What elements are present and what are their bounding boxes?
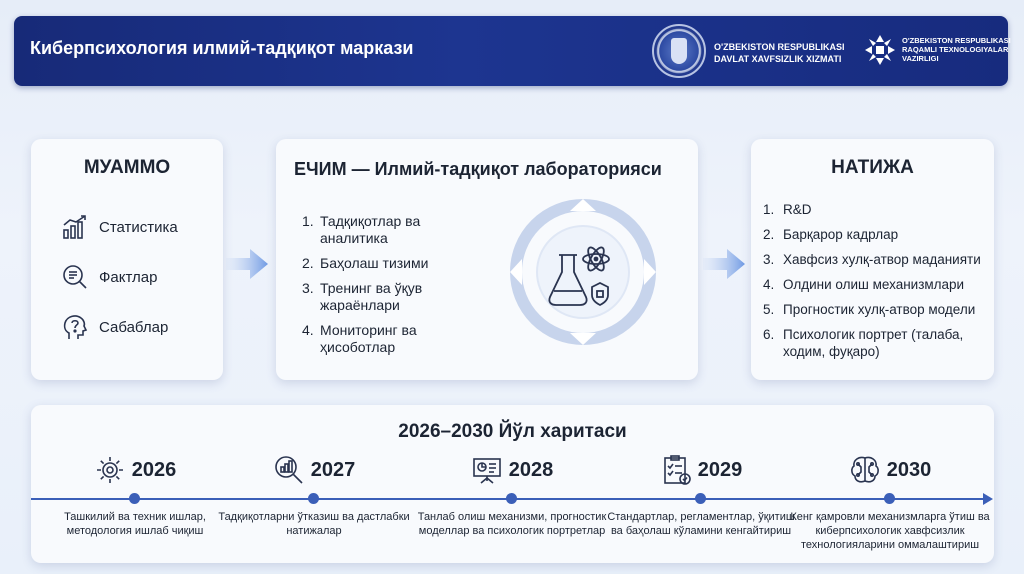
list-item — [302, 213, 482, 247]
list-item-label: Тренинг ва ўқув жараёнлари — [320, 280, 423, 313]
solution-card — [276, 139, 698, 380]
problem-card — [31, 139, 223, 380]
list-item — [763, 276, 991, 293]
year-label: 2027 — [310, 458, 356, 481]
list-item-label: R&D — [783, 202, 812, 217]
header-banner — [14, 16, 1011, 86]
list-item-number: 4. — [302, 322, 314, 338]
problem-item-label: Фактлар — [99, 269, 158, 286]
list-item — [763, 226, 991, 243]
list-item — [302, 322, 482, 356]
list-item — [763, 251, 991, 268]
roadmap-title: 2026–2030 Йўл харитаси — [398, 421, 627, 442]
list-item-label: Мониторинг ва ҳисоботлар — [320, 322, 417, 355]
org-name-digital-ministry: O'ZBEKISTON RESPUBLIKASI RAQAMLI TEXNOLOGIYALAR VAZIRLIGI — [902, 36, 1011, 63]
result-list — [763, 201, 991, 368]
roadmap-card — [31, 405, 994, 563]
list-item — [302, 255, 482, 272]
year-description: Ташкилий ва техник ишлар, методология ишлаб чиқиш — [64, 511, 206, 537]
roadmap-year-2030 — [790, 453, 990, 563]
year-description: Танлаб олиш механизми, прогностик моделлар ва психологик портретлар — [417, 511, 607, 537]
bar-chart-icon — [61, 213, 89, 241]
list-item-label: Барқарор кадрлар — [783, 227, 899, 242]
solution-title: ЕЧИМ — Илмий-тадқиқот лабораторияси — [294, 159, 662, 179]
list-item-label: Психологик портрет (талаба, ходим, фуқаро) — [783, 327, 964, 359]
timeline-dot — [695, 493, 706, 504]
magnifier-analysis-icon — [273, 454, 305, 486]
list-item-number: 4. — [763, 277, 775, 292]
timeline-dot — [884, 493, 895, 504]
list-item-number: 3. — [302, 280, 314, 296]
year-description: Тадқиқотларни ўтказиш ва дастлабки натижалар — [218, 511, 410, 537]
timeline-dot — [129, 493, 140, 504]
checklist-clipboard-icon — [660, 454, 692, 486]
problem-item-label: Статистика — [99, 219, 178, 236]
year-label: 2026 — [131, 458, 177, 481]
list-item-number: 5. — [763, 302, 775, 317]
problem-item-label: Сабаблар — [99, 319, 169, 336]
list-item — [763, 326, 991, 360]
brain-circuit-icon — [849, 454, 881, 486]
timeline-dot — [308, 493, 319, 504]
problem-title: МУАММО — [83, 157, 171, 178]
list-item — [302, 280, 482, 314]
list-item-number: 1. — [763, 202, 775, 217]
year-description: Кенг қамровли механизмларга ўтиш ва киберпсихологик хавфсизлик технологияларини оммалаштириш — [790, 511, 990, 551]
laboratory-flask-atom-shield-icon — [508, 197, 658, 347]
list-item — [763, 301, 991, 318]
list-item-number: 3. — [763, 252, 775, 267]
gear-cog-icon — [94, 454, 126, 486]
roadmap-year-2029 — [601, 453, 801, 563]
arrow-right-icon — [703, 247, 747, 281]
presentation-board-icon — [471, 454, 503, 486]
security-service-emblem-icon — [652, 24, 706, 78]
timeline-dot — [506, 493, 517, 504]
problem-item-statistics — [61, 213, 221, 243]
document-search-icon — [61, 263, 89, 291]
list-item-label: Тадқиқотлар ва аналитика — [320, 213, 421, 246]
year-description: Стандартлар, регламентлар, ўқитиш ва баҳолаш кўламини кенгайтириш — [607, 511, 795, 537]
year-label: 2029 — [697, 458, 743, 481]
roadmap-year-2027 — [214, 453, 414, 563]
list-item-number: 1. — [302, 213, 314, 229]
arrow-right-icon — [226, 247, 270, 281]
org-name-security-service: O'ZBEKISTON RESPUBLIKASI DAVLAT XAVFSIZLIK XIZMATI — [714, 42, 845, 64]
list-item-label: Хавфсиз хулқ-атвор маданияти — [783, 252, 981, 267]
list-item-label: Баҳолаш тизими — [320, 255, 429, 271]
list-item-label: Олдини олиш механизмлари — [783, 277, 965, 292]
list-item-number: 6. — [763, 327, 775, 342]
page-title: Киберпсихология илмий-тадқиқот маркази — [30, 38, 414, 58]
result-card — [751, 139, 994, 380]
problem-item-causes — [61, 313, 221, 343]
roadmap-year-2028 — [412, 453, 612, 563]
list-item — [763, 201, 991, 218]
year-label: 2028 — [508, 458, 554, 481]
solution-list — [302, 213, 482, 364]
year-label: 2030 — [886, 458, 932, 481]
list-item-label: Прогностик хулқ-атвор модели — [783, 302, 976, 317]
list-item-number: 2. — [302, 255, 314, 271]
ministry-logo-icon — [864, 34, 896, 66]
head-question-icon — [61, 313, 89, 341]
problem-item-facts — [61, 263, 221, 293]
roadmap-year-2026 — [35, 453, 235, 563]
list-item-number: 2. — [763, 227, 775, 242]
result-title: НАТИЖА — [831, 157, 914, 178]
